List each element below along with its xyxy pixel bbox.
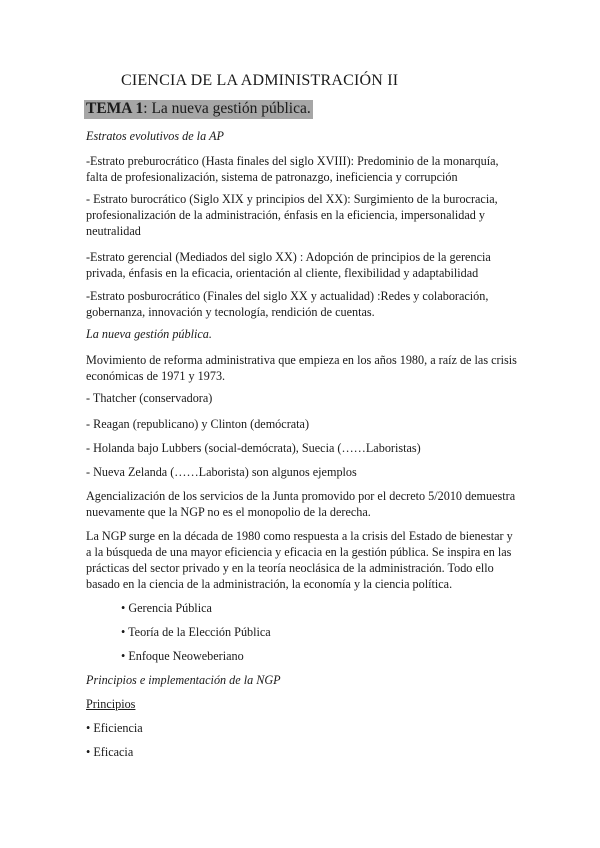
document-title: CIENCIA DE LA ADMINISTRACIÓN II (121, 72, 399, 89)
ngp-heading: La nueva gestión pública. (86, 327, 212, 341)
principio-item: • Eficiencia (86, 721, 143, 735)
ngp-origen-paragraph: La NGP surge en la década de 1980 como respuesta a la crisis del Estado de bienestar y a la búsqueda de una mayor eficiencia y eficacia en la gestión pública. Se inspira en las prácticas del sector privado y en la teoría neoclásica de la administración. Todo ello basado en la ciencia de la administración, la economía y la ciencia política. (86, 529, 513, 591)
principio-item: • Eficacia (86, 745, 134, 759)
ngp-intro: Movimiento de reforma administrativa que empieza en los años 1980, a raíz de las crisis económicas de 1971 y 1973. (86, 353, 517, 383)
ngp-example: - Nueva Zelanda (……Laborista) son algunos ejemplos (86, 465, 357, 479)
estrato-posburocratico: -Estrato posburocrático (Finales del siglo XX y actualidad) :Redes y colaboración, gobernanza, innovación y tecnología, rendición de cuentas. (86, 289, 489, 319)
tema-label: TEMA 1 (86, 100, 144, 117)
enfoque-item: • Enfoque Neoweberiano (121, 649, 244, 663)
enfoque-item: • Teoría de la Elección Pública (121, 625, 271, 639)
agencializacion-paragraph: Agencialización de los servicios de la Junta promovido por el decreto 5/2010 demuestra nuevamente que la NGP no es el monopolio de la derecha. (86, 489, 516, 519)
tema-title: : La nueva gestión pública. (143, 100, 311, 117)
tema-heading (84, 100, 313, 119)
estrato-burocratico: - Estrato burocrático (Siglo XIX y principios del XX): Surgimiento de la burocracia, profesionalización de la administración, énfasis en la eficiencia, impersonalidad y neutralidad (86, 192, 498, 238)
principios-subheading: Principios (86, 697, 136, 711)
estrato-gerencial: -Estrato gerencial (Mediados del siglo XX) : Adopción de principios de la gerencia privada, énfasis en la eficacia, orientación al cliente, flexibilidad y adaptabilidad (86, 250, 491, 280)
principios-heading: Principios e implementación de la NGP (86, 673, 281, 687)
enfoque-item: • Gerencia Pública (121, 601, 212, 615)
estrato-preburocratico: -Estrato preburocrático (Hasta finales del siglo XVIII): Predominio de la monarquía, falta de profesionalización, sistema de patronazgo, ineficiencia y corrupción (86, 154, 499, 184)
ngp-example: - Reagan (republicano) y Clinton (demócrata) (86, 417, 310, 431)
estratos-heading: Estratos evolutivos de la AP (86, 129, 224, 143)
ngp-example: - Thatcher (conservadora) (86, 391, 213, 405)
ngp-example: - Holanda bajo Lubbers (social-demócrata), Suecia (……Laboristas) (86, 441, 421, 455)
